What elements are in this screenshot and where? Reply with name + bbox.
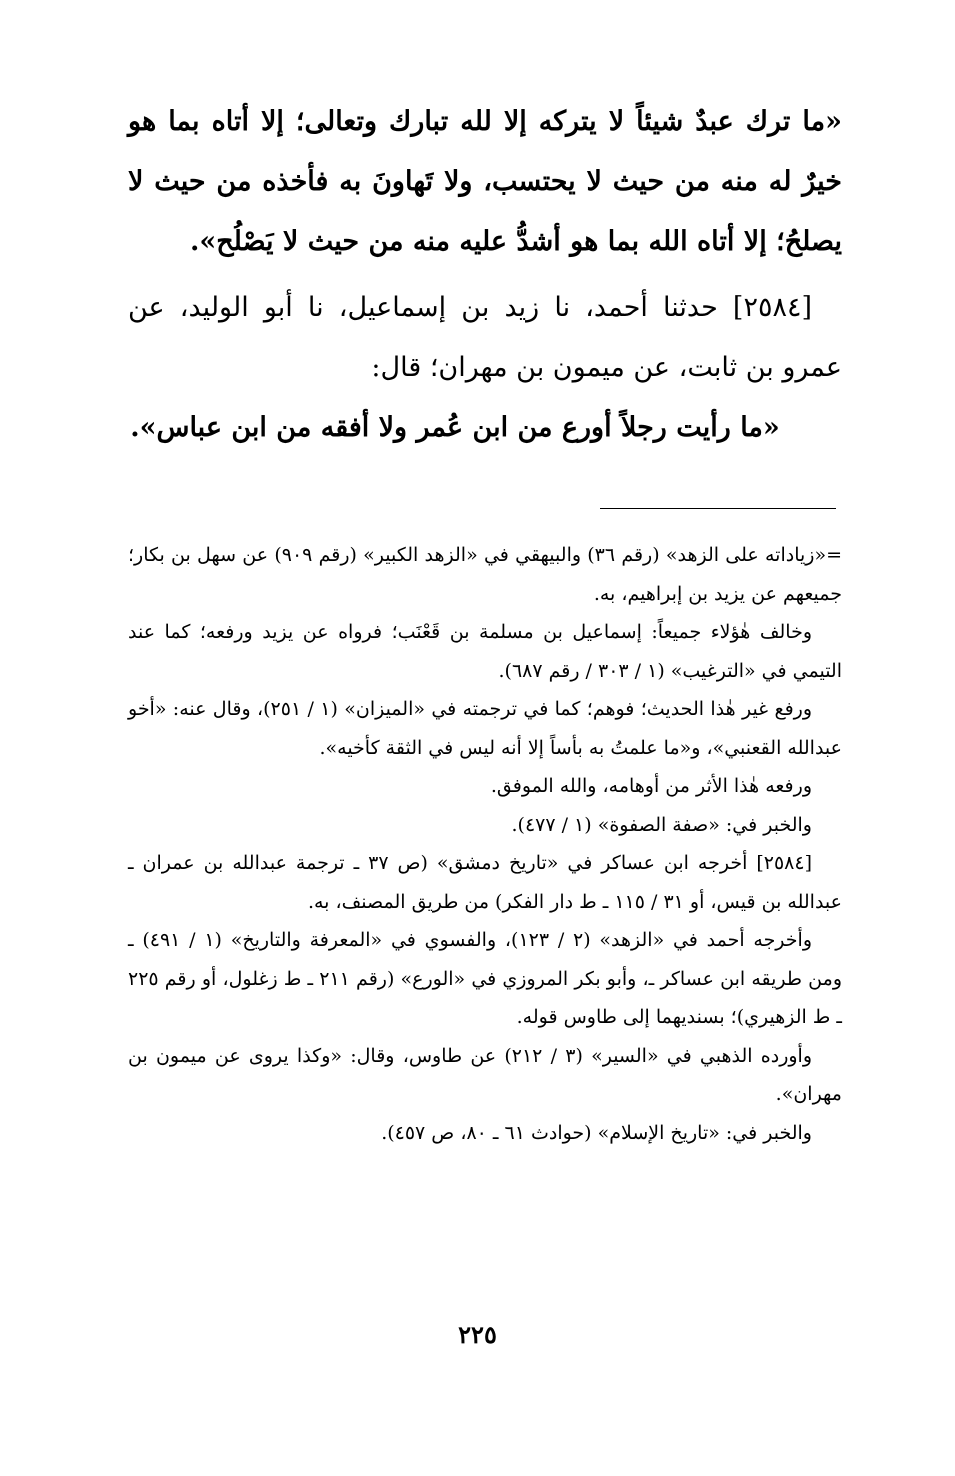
page-number: ٢٢٥	[458, 1320, 497, 1349]
footnotes	[128, 536, 842, 1152]
footnote-paragraph: ورفعه هٰذا الأثر من أوهامه، والله الموفق.	[490, 775, 812, 797]
hadith-end-text: «ما ترك عبدٌ شيئاً لا يتركه إلا لله تبارك وتعالى؛ إلا أتاه بما هو خيرٌ له منه من حيث لا يحتسب، ولا تَهاونَ به فأخذه من حيث لا يصلحُ؛ إلا أتاه الله بما هو أشدُّ عليه منه من حيث لا يَصْلُح».	[128, 106, 842, 257]
main-text	[128, 92, 842, 458]
footnote-paragraph: والخبر في: «تاريخ الإسلام» (حوادث ٦١ ـ ٨٠، ص ٤٥٧).	[381, 1121, 812, 1144]
footnote-paragraph: وخالف هٰؤلاء جميعاً: إسماعيل بن مسلمة بن قَعْنَب؛ فرواه عن يزيد ورفعه؛ كما عند التيمي في «الترغيب» (١ / ٣٠٣ / رقم ٦٨٧).	[128, 621, 842, 682]
footnote-paragraph: وأخرجه أحمد في «الزهد» (٢ / ١٢٣)، والفسوي في «المعرفة والتاريخ» (١ / ٤٩١) ـ ومن طريقه ابن عساكر ـ، وأبو بكر المروزي في «الورع» (رقم ٢١١ ـ ط زغلول، أو رقم ٢٢٥ ـ ط الزهيري)؛ بسنديهما إلى طاوس قوله.	[128, 929, 842, 1028]
hadith-2584-text: «ما رأيت رجلاً أورع من ابن عُمر ولا أفقه من ابن عباس».	[130, 412, 780, 443]
footnote-divider	[600, 508, 836, 509]
footnote-paragraph: ورفع غير هٰذا الحديث؛ فوهم؛ كما في ترجمته في «الميزان» (١ / ٢٥١)، وقال عنه: «أخو عبدالله القعنبي»، و«ما علمتُ به بأساً إلا أنه ليس في الثقة كأخيه».	[128, 698, 842, 759]
footnote-paragraph: والخبر في: «صفة الصفوة» (١ / ٤٧٧).	[511, 813, 812, 836]
footnote-paragraph: وأورده الذهبي في «السير» (٣ / ٢١٢) عن طاوس، وقال: «وكذا يروى عن ميمون بن مهران».	[128, 1044, 842, 1105]
footnote-paragraph: [٢٥٨٤] أخرجه ابن عساكر في «تاريخ دمشق» (ص ٣٧ ـ ترجمة عبدالله بن عمران ـ عبدالله بن قيس، أو ٣١ / ١١٥ ـ ط دار الفكر) من طريق المصنف، به.	[128, 852, 842, 913]
footnote-paragraph: =«زياداته على الزهد» (رقم ٣٦) والبيهقي في «الزهد الكبير» (رقم ٩٠٩) عن سهل بن بكار؛ جميعهم عن يزيد بن إبراهيم، به.	[128, 544, 842, 605]
hadith-2584-chain: [٢٥٨٤] حدثنا أحمد، نا زيد بن إسماعيل، نا أبو الوليد، عن عمرو بن ثابت، عن ميمون بن مهران؛ قال:	[128, 292, 842, 383]
